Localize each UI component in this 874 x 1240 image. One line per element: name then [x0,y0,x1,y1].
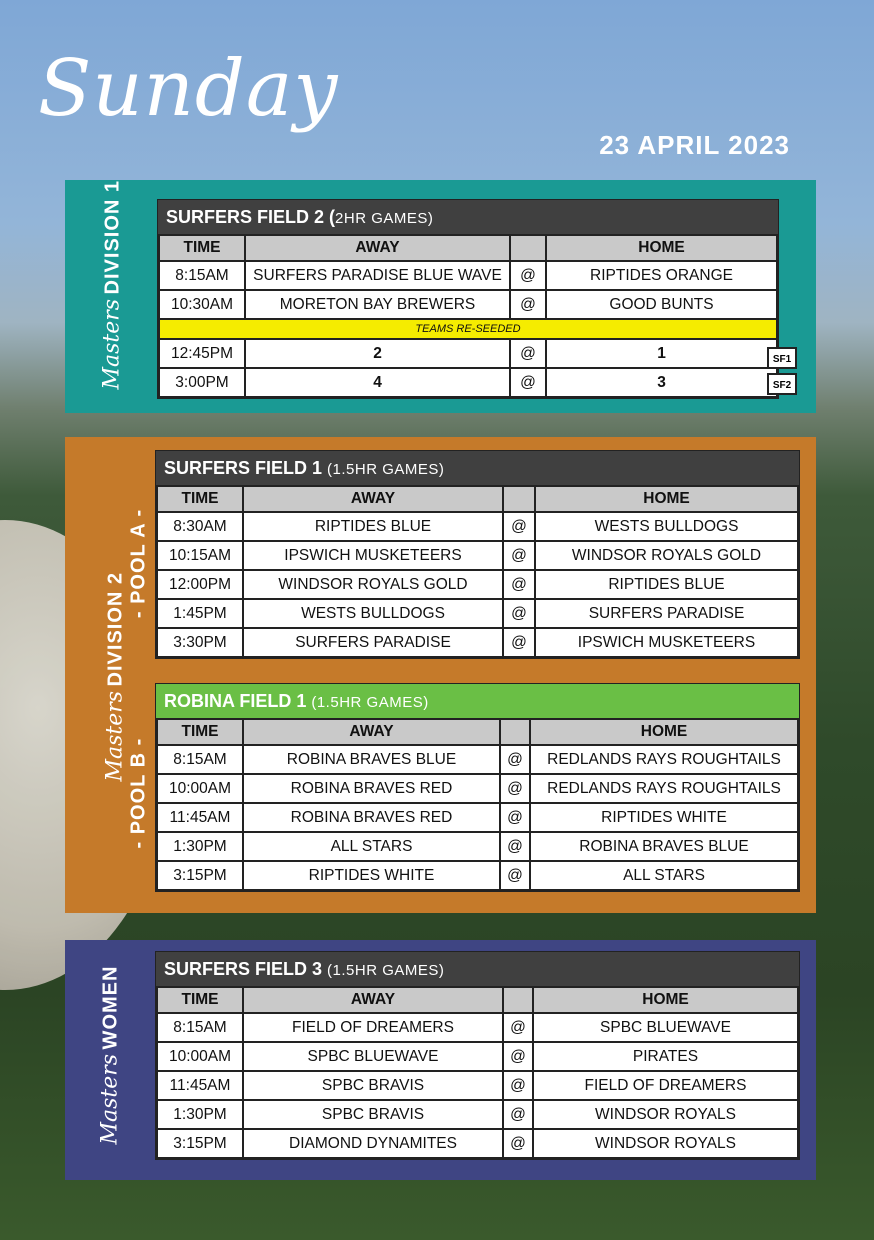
surfers-field-2-table [157,199,779,399]
table-row: 10:15AM IPSWICH MUSKETEERS @ WINDSOR ROYALS GOLD [157,541,798,570]
col-time: TIME [159,235,245,261]
col-home: HOME [530,719,798,745]
division-1-panel [65,180,816,413]
field-header: ROBINA FIELD 1 (1.5HR GAMES) [156,684,799,718]
robina-field-1-table [155,683,800,892]
table-row: 1:30PM ALL STARS @ ROBINA BRAVES BLUE [157,832,798,861]
women-label: Masters WOMEN [97,965,123,1145]
page-title: Sunday [38,44,339,134]
table-row: 8:30AM RIPTIDES BLUE @ WESTS BULLDOGS [157,512,798,541]
col-home: HOME [546,235,777,261]
table-row: 3:00PM 4 @ 3 [159,368,777,397]
col-time: TIME [157,486,243,512]
sf1-tag: SF1 [767,347,797,369]
col-at [500,719,530,745]
surfers-field-3-table [155,951,800,1160]
col-time: TIME [157,987,243,1013]
col-home: HOME [535,486,798,512]
table-row: 3:30PM SURFERS PARADISE @ IPSWICH MUSKETEERS [157,628,798,657]
col-at [510,235,546,261]
table-row: 11:45AM SPBC BRAVIS @ FIELD OF DREAMERS [157,1071,798,1100]
col-at [503,987,533,1013]
women-panel [65,940,816,1180]
table-row: 8:15AM SURFERS PARADISE BLUE WAVE @ RIPTIDES ORANGE [159,261,777,290]
pool-a-label: - POOL A - [127,508,150,619]
table-row: 11:45AM ROBINA BRAVES RED @ RIPTIDES WHITE [157,803,798,832]
field-header: SURFERS FIELD 1 (1.5HR GAMES) [156,451,799,485]
surfers-field-1-table [155,450,800,659]
page-date: 23 APRIL 2023 [599,130,790,160]
table-row: 1:45PM WESTS BULLDOGS @ SURFERS PARADISE [157,599,798,628]
table-row: 10:30AM MORETON BAY BREWERS @ GOOD BUNTS [159,290,777,319]
division-2-panel [65,437,816,913]
re-seeded-separator: TEAMS RE-SEEDED [159,319,777,339]
col-away: AWAY [243,486,503,512]
col-home: HOME [533,987,798,1013]
table-row: 8:15AM ROBINA BRAVES BLUE @ REDLANDS RAYS ROUGHTAILS [157,745,798,774]
table-row: 8:15AM FIELD OF DREAMERS @ SPBC BLUEWAVE [157,1013,798,1042]
table-row: 10:00AM ROBINA BRAVES RED @ REDLANDS RAYS ROUGHTAILS [157,774,798,803]
sf2-tag: SF2 [767,373,797,395]
field-header: SURFERS FIELD 2 (2HR GAMES) [158,200,778,234]
col-away: AWAY [245,235,510,261]
col-time: TIME [157,719,243,745]
table-row: 10:00AM SPBC BLUEWAVE @ PIRATES [157,1042,798,1071]
col-away: AWAY [243,719,500,745]
table-row: 12:45PM 2 @ 1 [159,339,777,368]
col-away: AWAY [243,987,503,1013]
table-row: 3:15PM DIAMOND DYNAMITES @ WINDSOR ROYALS [157,1129,798,1158]
table-row: 1:30PM SPBC BRAVIS @ WINDSOR ROYALS [157,1100,798,1129]
pool-b-label: - POOL B - [127,737,150,849]
field-header: SURFERS FIELD 3 (1.5HR GAMES) [156,952,799,986]
division-2-label: Masters DIVISION 2 [102,571,128,782]
table-row: 3:15PM RIPTIDES WHITE @ ALL STARS [157,861,798,890]
table-row: 12:00PM WINDSOR ROYALS GOLD @ RIPTIDES BLUE [157,570,798,599]
col-at [503,486,535,512]
division-1-label: Masters DIVISION 1 [99,179,125,390]
